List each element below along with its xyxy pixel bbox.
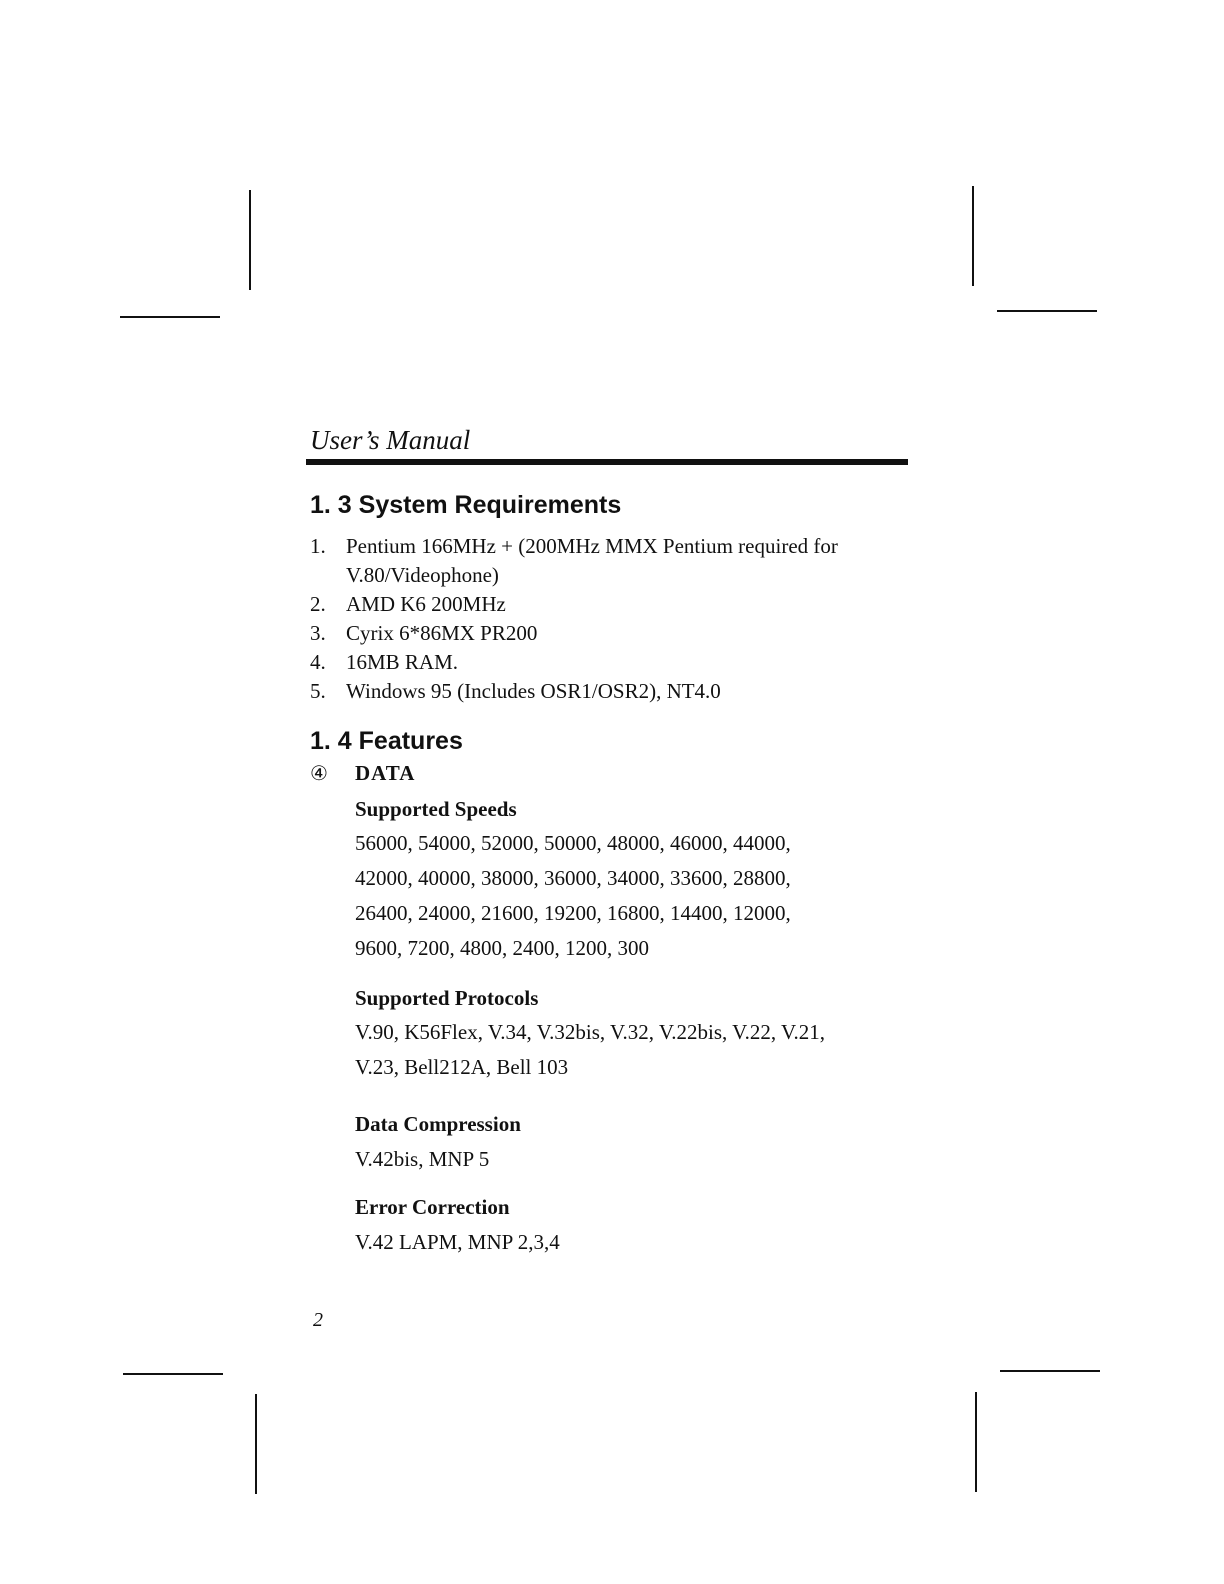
list-item-number: 1. [310, 534, 326, 558]
running-header-title: User’s Manual [310, 425, 471, 455]
circled-four-bullet: ④ [310, 761, 328, 785]
list-item-number: 4. [310, 650, 326, 674]
supported-speeds-values [355, 826, 791, 966]
error-correction-line: V.42 LAPM, MNP 2,3,4 [355, 1230, 560, 1254]
compression-line: V.42bis, MNP 5 [355, 1147, 490, 1171]
data-label: DATA [355, 761, 416, 785]
supported-speeds-heading: Supported Speeds [355, 797, 517, 821]
list-item [310, 648, 920, 677]
speeds-line: 56000, 54000, 52000, 50000, 48000, 46000, 44000, [355, 831, 791, 855]
features-heading: 1. 4 Features [310, 727, 463, 755]
speeds-line: 9600, 7200, 4800, 2400, 1200, 300 [355, 936, 649, 960]
system-requirements-list [310, 532, 920, 706]
list-item-text: AMD K6 200MHz [346, 592, 506, 616]
crop-mark-bottom-left-horizontal [123, 1373, 223, 1375]
protocols-line: V.23, Bell212A, Bell 103 [355, 1055, 569, 1079]
protocols-line: V.90, K56Flex, V.34, V.32bis, V.32, V.22bis, V.22, V.21, [355, 1020, 825, 1044]
list-item-number: 3. [310, 621, 326, 645]
header-rule [306, 459, 908, 465]
speeds-line: 26400, 24000, 21600, 19200, 16800, 14400, 12000, [355, 901, 791, 925]
crop-mark-top-right-horizontal [997, 310, 1097, 312]
error-correction-heading: Error Correction [355, 1195, 510, 1219]
list-item-text: 16MB RAM. [346, 650, 459, 674]
supported-protocols-values [355, 1015, 825, 1085]
data-compression-heading: Data Compression [355, 1112, 521, 1136]
data-compression-values [355, 1142, 489, 1177]
list-item-text: V.80/Videophone) [346, 563, 499, 587]
list-item-number: 2. [310, 592, 326, 616]
system-requirements-heading: 1. 3 System Requirements [310, 491, 622, 519]
list-item-text: Cyrix 6*86MX PR200 [346, 621, 538, 645]
list-item-text: Windows 95 (Includes OSR1/OSR2), NT4.0 [346, 679, 721, 703]
crop-mark-top-left-horizontal [120, 316, 220, 318]
error-correction-values [355, 1225, 560, 1260]
speeds-line: 42000, 40000, 38000, 36000, 34000, 33600, 28800, [355, 866, 791, 890]
crop-mark-bottom-right-horizontal [1000, 1370, 1100, 1372]
crop-mark-top-left-vertical [249, 190, 251, 290]
supported-protocols-heading: Supported Protocols [355, 986, 539, 1010]
list-item [310, 677, 920, 706]
crop-mark-top-right-vertical [972, 186, 974, 286]
crop-mark-bottom-right-vertical [975, 1392, 977, 1492]
list-item [310, 619, 920, 648]
page-number: 2 [313, 1309, 323, 1331]
list-item-number: 5. [310, 679, 326, 703]
list-item-text: Pentium 166MHz + (200MHz MMX Pentium required for [346, 534, 838, 558]
crop-mark-bottom-left-vertical [255, 1394, 257, 1494]
list-item [310, 590, 920, 619]
list-item [310, 532, 920, 590]
